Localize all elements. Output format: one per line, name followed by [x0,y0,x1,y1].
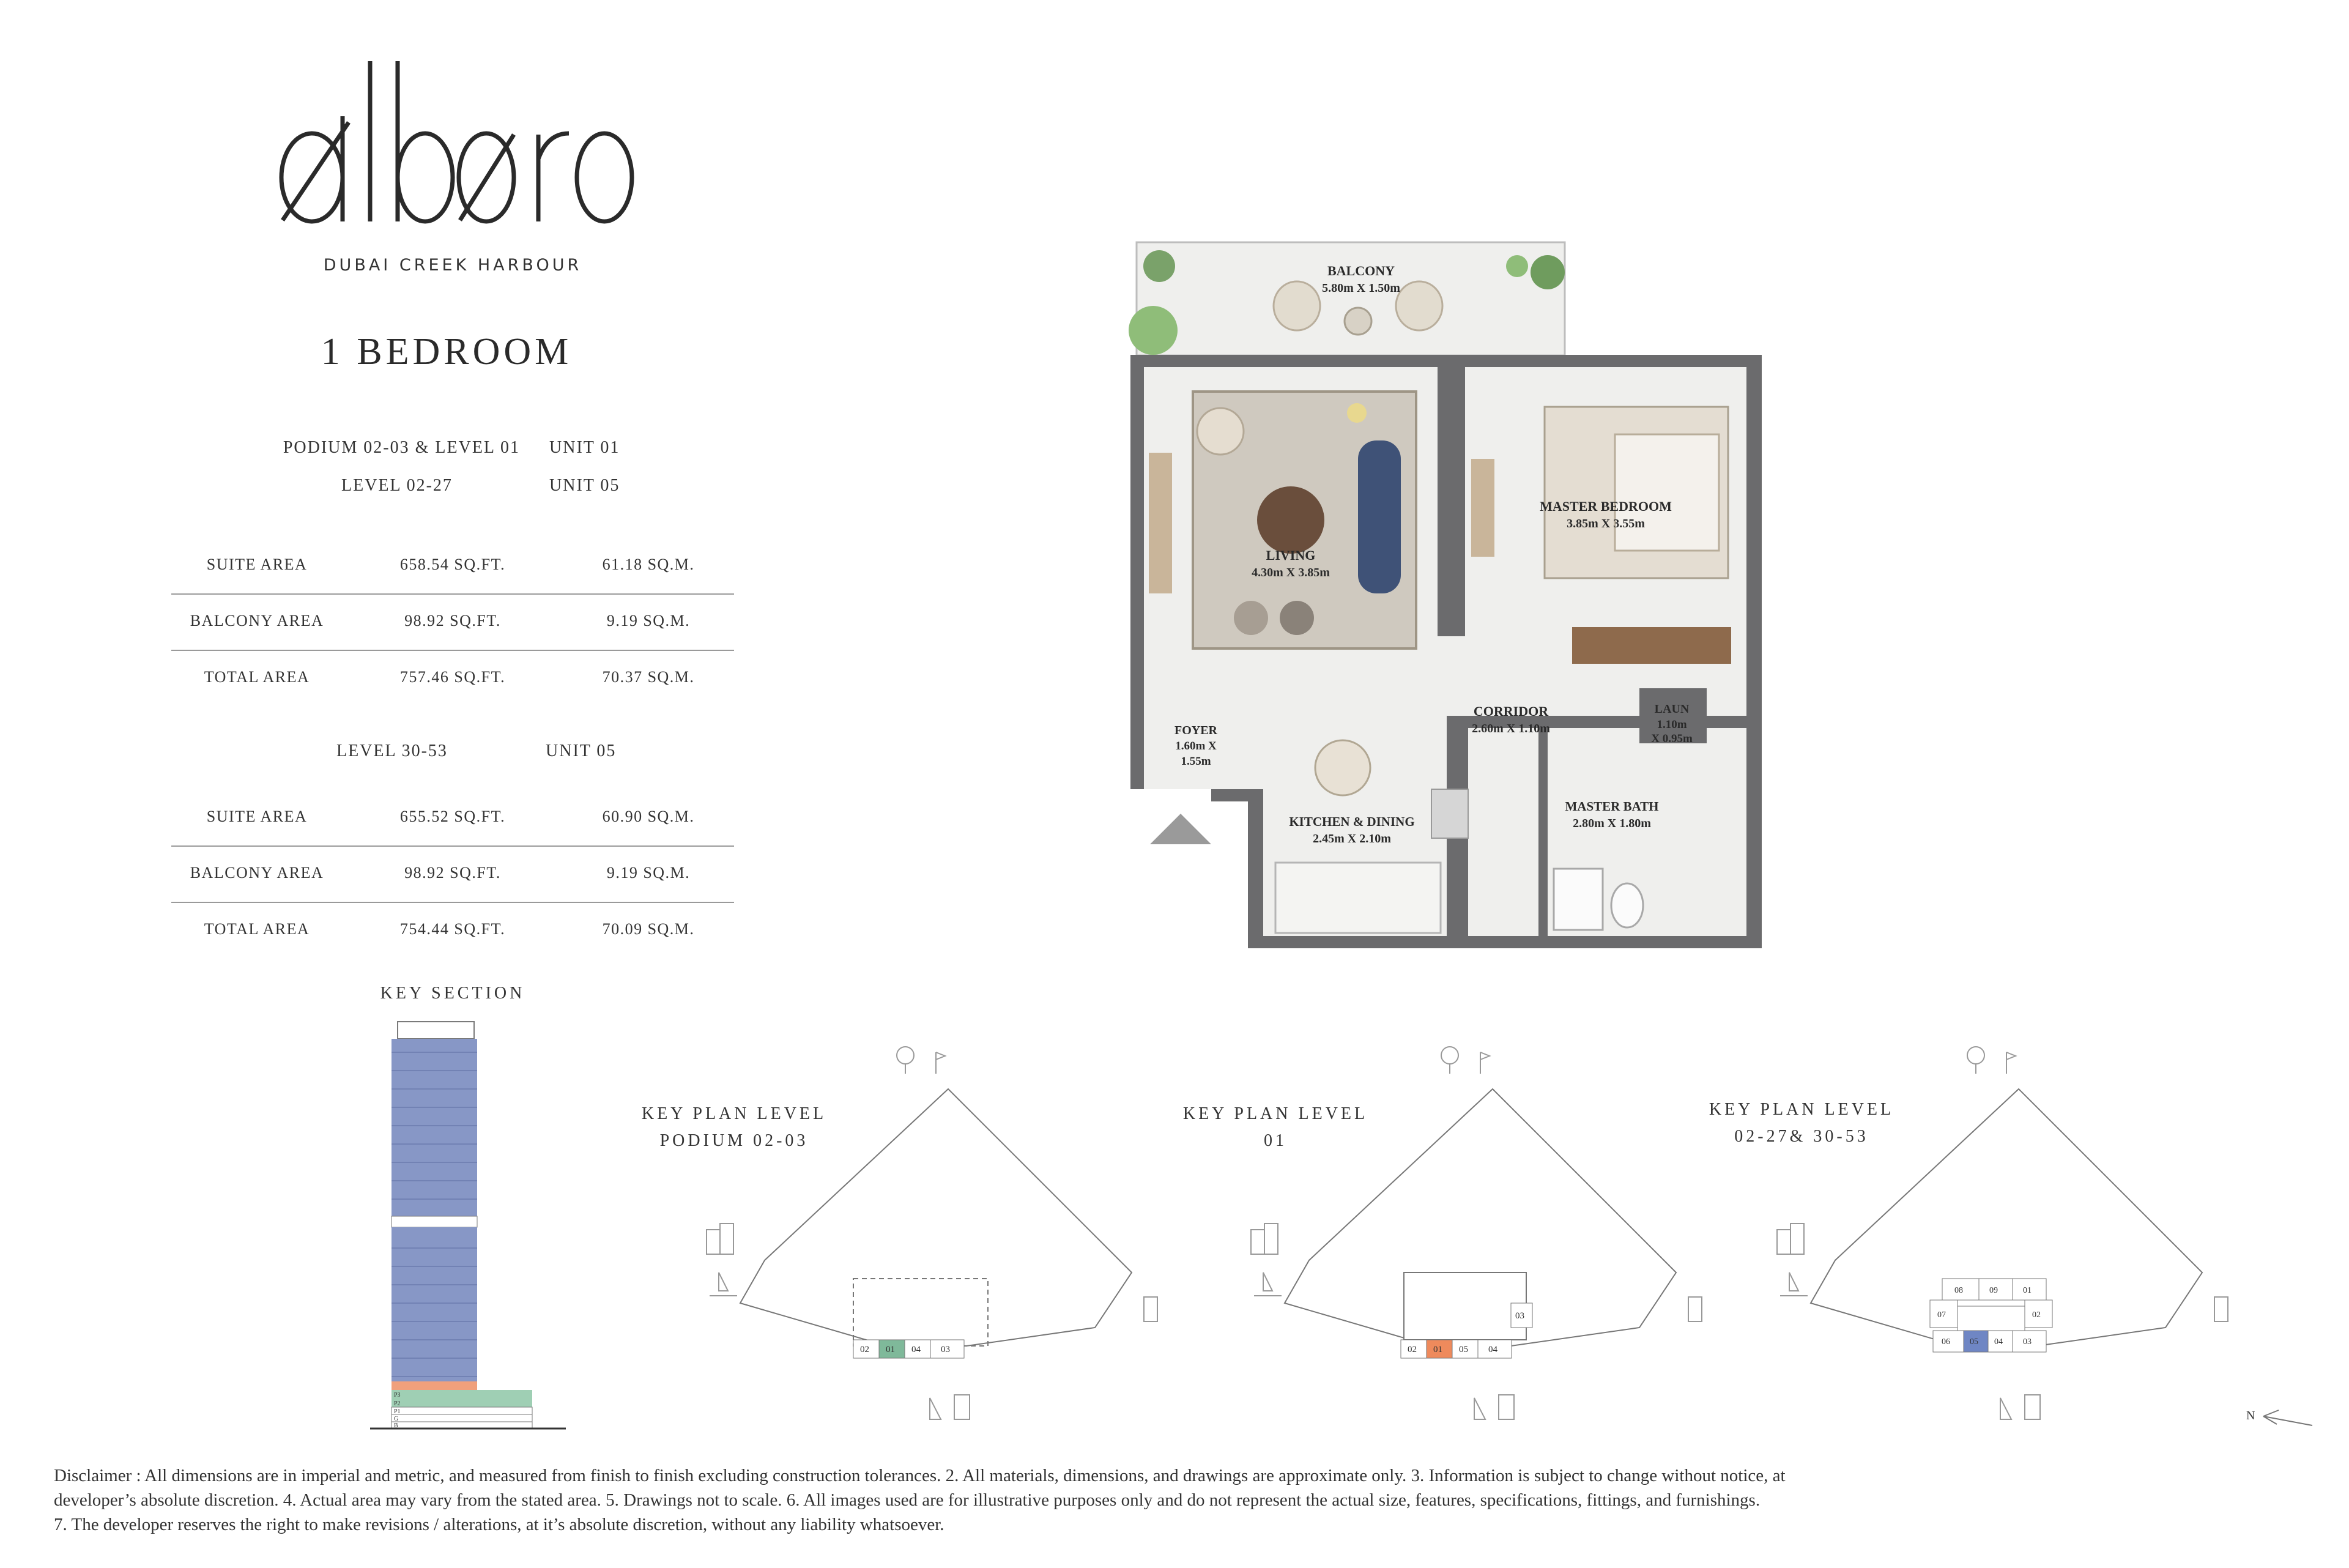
room-dims: 4.30m X 3.85m [1252,566,1330,579]
podium-highlight [392,1381,477,1390]
boat-icon [1780,1273,1808,1296]
area-sqft: 98.92 SQ.FT. [404,864,501,882]
area-label: BALCONY AREA [190,864,324,882]
table-row [171,847,734,903]
unit-label: 03 [1515,1311,1524,1321]
floor-plan [1126,239,1774,960]
key-plan-title-line: KEY PLAN LEVEL [1709,1100,1894,1119]
room-label: LIVING [1266,548,1316,563]
building-icon [707,1224,1157,1321]
ottoman-icon [1280,601,1314,635]
tv-unit-icon [1471,459,1494,557]
unit-label: 09 [1989,1286,1998,1295]
area-label: SUITE AREA [206,808,308,825]
room-dims: 1.10m [1657,718,1687,731]
unit-label: 05 [1459,1345,1468,1354]
key-section-title: KEY SECTION [380,984,525,1003]
unit-label: 08 [1954,1286,1963,1295]
key-plan-1 [703,1040,1168,1432]
podium-label: P2 [394,1400,401,1407]
level-label: PODIUM 02-03 & LEVEL 01 [283,438,520,457]
area-table-1 [171,538,734,706]
key-plan-title-line: KEY PLAN LEVEL [1182,1104,1368,1123]
tree-icon [1967,1047,2016,1074]
room-dims: 2.60m X 1.10m [1472,722,1550,735]
area-sqm: 61.18 SQ.M. [602,555,695,573]
tv-unit-icon [1149,453,1172,593]
coffee-table-icon [1257,486,1324,554]
table-row [171,651,734,706]
disclaimer-line: Disclaimer : All dimensions are in imperial and metric, and measured from finish to finish excluding construction tolerances. 2. All materials, dimensions, and drawings are approximate only. 3. Information is subject to change without notice, at [54,1466,1786,1485]
key-plan-title-line: PODIUM 02-03 [659,1131,809,1150]
area-sqft: 98.92 SQ.FT. [404,612,501,630]
area-label: SUITE AREA [206,555,308,573]
unit-label: 07 [1937,1310,1946,1320]
unit-type-title: 1 BEDROOM [321,331,573,373]
area-sqm: 9.19 SQ.M. [606,864,691,882]
room-label: MASTER BEDROOM [1540,499,1672,514]
level-label: LEVEL 30-53 [336,741,448,760]
tree-icon [1441,1047,1490,1074]
unit-label: UNIT 05 [546,741,617,760]
wardrobe-icon [1572,627,1731,664]
cooktop-icon [1431,789,1468,838]
unit-label: 06 [1942,1337,1950,1347]
unit-label: 04 [1994,1337,2003,1347]
table-row [171,903,734,958]
table-row [171,595,734,651]
dining-table-icon [1315,740,1370,795]
podium-label: P1 [394,1408,401,1415]
balcony-area [1137,242,1565,355]
unit-label: 02 [860,1345,869,1354]
room-label: BALCONY [1327,263,1395,278]
key-plan-3 [1774,1040,2239,1432]
shower-floor [1468,728,1538,936]
room-dims: 2.80m X 1.80m [1573,817,1651,830]
room-label: MASTER BATH [1565,799,1659,814]
disclaimer [54,1463,2287,1537]
area-label: TOTAL AREA [204,668,310,686]
area-label: BALCONY AREA [190,612,324,630]
room-dims: 3.85m X 3.55m [1567,517,1645,530]
unit-label: UNIT 01 [549,438,620,457]
location-subtitle: DUBAI CREEK HARBOUR [323,256,582,275]
north-arrow-icon [2245,1401,2318,1432]
unit-label: 01 [2023,1286,2032,1295]
room-dims: 2.45m X 2.10m [1313,832,1391,845]
unit-label: 03 [941,1345,950,1354]
room-dims: 1.60m X [1175,740,1217,752]
disclaimer-line: 7. The developer reserves the right to make revisions / alterations, at it’s absolute discretion, without any liability whatsoever. [54,1515,944,1534]
boat-icon [1254,1273,1282,1296]
unit-label: 01 [1433,1345,1442,1354]
key-plan-title-line: 01 [1264,1131,1287,1150]
tree-icon [897,1047,945,1074]
area-sqft: 754.44 SQ.FT. [399,920,506,938]
area-sqm: 9.19 SQ.M. [606,612,691,630]
unit-label: 02 [1408,1345,1417,1354]
entry-arrow-icon [1150,814,1211,844]
unit-label: 03 [2023,1337,2032,1347]
table-row [171,790,734,847]
key-section-diagram [367,1016,569,1438]
room-label: CORRIDOR [1473,704,1549,719]
podium-label: P3 [394,1392,401,1399]
area-sqft: 658.54 SQ.FT. [399,555,506,573]
area-sqft: 655.52 SQ.FT. [399,808,506,825]
tower-upper [392,1039,477,1216]
room-dims: 1.55m [1181,755,1211,768]
unit-label: 04 [911,1345,921,1354]
unit-label: 02 [2032,1310,2041,1320]
area-table-2 [171,790,734,958]
building-icon [2000,1395,2040,1419]
podium-label: G [394,1416,399,1422]
sofa-icon [1358,440,1401,593]
room-dims: X 0.95m [1651,732,1693,745]
unit-label: UNIT 05 [549,476,620,495]
ottoman-icon [1234,601,1268,635]
area-sqm: 70.09 SQ.M. [602,920,695,938]
key-plan-title-line: KEY PLAN LEVEL [641,1104,827,1123]
table-row [171,538,734,595]
room-label: LAUN [1654,702,1690,716]
unit-label: 01 [886,1345,895,1354]
toilet-icon [1611,883,1643,927]
area-sqft: 757.46 SQ.FT. [399,668,506,686]
lamp-icon [1347,403,1367,423]
room-dims: 5.80m X 1.50m [1322,281,1400,295]
area-label: TOTAL AREA [204,920,310,938]
north-label: N [2246,1409,2255,1422]
boat-icon [710,1273,737,1296]
albero-logo [269,49,636,226]
unit-label: 05 [1970,1337,1978,1347]
level-label: LEVEL 02-27 [341,476,453,495]
key-plan-2 [1248,1040,1725,1432]
area-sqm: 60.90 SQ.M. [602,808,695,825]
room-label: KITCHEN & DINING [1289,814,1415,829]
unit-label: 04 [1488,1345,1497,1354]
area-sqm: 70.37 SQ.M. [602,668,695,686]
kitchen-counter-icon [1275,863,1441,933]
podium-label: B [394,1422,398,1429]
disclaimer-line: developer’s absolute discretion. 4. Actual area may vary from the stated area. 5. Drawings not to scale. 6. All images used are for illustrative purposes only and do not represent the actual size, features, specifications, fittings, and furnishings. [54,1490,1761,1510]
key-plan-title-line: 02-27& 30-53 [1734,1127,1869,1146]
building-icon [930,1395,970,1419]
vanity-icon [1554,869,1603,930]
room-label: FOYER [1174,724,1217,737]
armchair-icon [1197,408,1244,455]
bed-icon [1615,434,1719,551]
building-icon [1474,1395,1514,1419]
